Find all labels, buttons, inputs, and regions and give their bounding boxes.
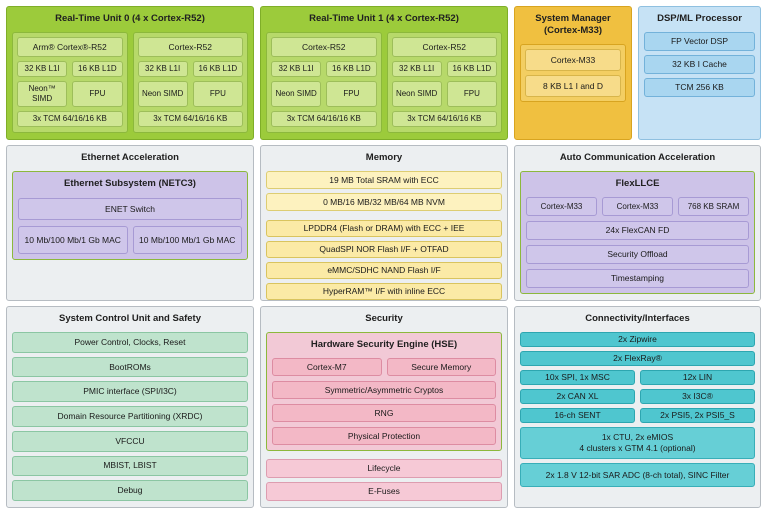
memory-hyperram: HyperRAM™ I/F with inline ECC <box>266 283 502 300</box>
security-offload: Security Offload <box>526 245 749 264</box>
dsp-items <box>644 32 755 97</box>
hse-physical-protection: Physical Protection <box>272 427 496 445</box>
panel-real-time-unit-1 <box>260 6 508 140</box>
system-manager-memory: 8 KB L1 I and D <box>525 75 621 97</box>
flexllce-cortex-m33-0: Cortex-M33 <box>526 197 597 216</box>
core-caches <box>271 61 377 77</box>
enet-mac: 10 Mb/100 Mb/1 Gb MAC <box>18 226 128 254</box>
panel-title-auto-comm: Auto Communication Acceleration <box>559 152 716 163</box>
rtu1-cores <box>266 32 502 133</box>
hse-secure-memory: Secure Memory <box>387 358 497 376</box>
panel-title-connectivity: Connectivity/Interfaces <box>585 313 690 324</box>
simd-unit: Neon SIMD <box>392 81 442 107</box>
hse-group <box>266 332 502 451</box>
core-name: Arm® Cortex®-R52 <box>17 37 123 57</box>
panel-title-system-manager: System Manager (Cortex-M33) <box>535 13 611 36</box>
flexllce-cortex-m33-1: Cortex-M33 <box>602 197 673 216</box>
connectivity-items <box>520 332 755 501</box>
core-units <box>138 81 244 107</box>
dsp-item-icache: 32 KB I Cache <box>644 55 755 74</box>
core-group <box>266 32 382 133</box>
fpu-unit: FPU <box>72 81 122 107</box>
security-efuses: E-Fuses <box>266 482 502 501</box>
core-caches <box>392 61 498 77</box>
core-caches <box>17 61 123 77</box>
system-manager-core: Cortex-M33 <box>525 49 621 71</box>
memory-emmc: eMMC/SDHC NAND Flash I/F <box>266 262 502 279</box>
panel-title-ethernet: Ethernet Acceleration <box>81 152 179 163</box>
panel-title-system-control: System Control Unit and Safety <box>59 313 201 324</box>
security-items <box>266 459 502 501</box>
sc-bootroms: BootROMs <box>12 357 248 378</box>
core-caches <box>138 61 244 77</box>
timestamping: Timestamping <box>526 269 749 288</box>
conn-lin: 12x LIN <box>640 370 755 385</box>
cache-l1d: 16 KB L1D <box>193 61 243 77</box>
sc-xrdc: Domain Resource Partitioning (XRDC) <box>12 406 248 427</box>
sc-power-control: Power Control, Clocks, Reset <box>12 332 248 353</box>
sc-pmic-interface: PMIC interface (SPI/I3C) <box>12 381 248 402</box>
cache-l1i: 32 KB L1I <box>138 61 188 77</box>
flexllce-title: FlexLLCE <box>615 178 660 189</box>
core-tcm: 3x TCM 64/16/16 KB <box>17 111 123 127</box>
fpu-unit: FPU <box>326 81 376 107</box>
core-name: Cortex-R52 <box>392 37 498 57</box>
flexllce-sram: 768 KB SRAM <box>678 197 749 216</box>
conn-pair-row <box>520 408 755 423</box>
panel-real-time-unit-0 <box>6 6 254 140</box>
flexcan-fd: 24x FlexCAN FD <box>526 221 749 240</box>
panel-title-security: Security <box>365 313 403 324</box>
conn-ctu-line1: 1x CTU, 2x eMIOS <box>601 432 674 442</box>
core-name: Cortex-R52 <box>271 37 377 57</box>
panel-system-control-unit-and-safety <box>6 306 254 508</box>
core-name: Cortex-R52 <box>138 37 244 57</box>
panel-dsp-ml-processor <box>638 6 761 140</box>
core-group <box>133 32 249 133</box>
simd-unit: Neon SIMD <box>138 81 188 107</box>
memory-nvm: 0 MB/16 MB/32 MB/64 MB NVM <box>266 193 502 211</box>
ethernet-subsystem-group <box>12 171 248 260</box>
core-units <box>17 81 123 107</box>
core-units <box>392 81 498 107</box>
panel-memory <box>260 145 508 301</box>
simd-unit: Neon SIMD <box>271 81 321 107</box>
dsp-item-fp-vector: FP Vector DSP <box>644 32 755 51</box>
panel-system-manager <box>514 6 632 140</box>
enet-mac: 10 Mb/100 Mb/1 Gb MAC <box>133 226 243 254</box>
conn-pair-row <box>520 370 755 385</box>
row-control-security-connectivity <box>6 306 761 508</box>
core-group <box>387 32 503 133</box>
hse-cryptos: Symmetric/Asymmetric Cryptos <box>272 381 496 399</box>
flexllce-group <box>520 171 755 294</box>
conn-pair-row <box>520 389 755 404</box>
enet-switch: ENET Switch <box>18 198 242 220</box>
core-tcm: 3x TCM 64/16/16 KB <box>271 111 377 127</box>
core-tcm: 3x TCM 64/16/16 KB <box>392 111 498 127</box>
fpu-unit: FPU <box>447 81 497 107</box>
conn-can-xl: 2x CAN XL <box>520 389 635 404</box>
cache-l1i: 32 KB L1I <box>392 61 442 77</box>
conn-adc-sinc: 2x 1.8 V 12-bit SAR ADC (8-ch total), SINC Filter <box>520 463 755 487</box>
ethernet-subsystem-title: Ethernet Subsystem (NETC3) <box>64 178 196 189</box>
panel-ethernet-acceleration <box>6 145 254 301</box>
core-tcm: 3x TCM 64/16/16 KB <box>138 111 244 127</box>
conn-spi-msc: 10x SPI, 1x MSC <box>520 370 635 385</box>
row-processing <box>6 6 761 140</box>
conn-sent: 16-ch SENT <box>520 408 635 423</box>
ethernet-macs <box>18 226 242 254</box>
memory-group-b <box>266 220 502 300</box>
cache-l1d: 16 KB L1D <box>326 61 376 77</box>
hse-title: Hardware Security Engine (HSE) <box>310 339 458 350</box>
conn-psi5: 2x PSI5, 2x PSI5_S <box>640 408 755 423</box>
panel-title-dsp: DSP/ML Processor <box>657 13 742 24</box>
dsp-item-tcm: TCM 256 KB <box>644 78 755 97</box>
panel-auto-communication-acceleration <box>514 145 761 301</box>
core-group <box>12 32 128 133</box>
conn-i3c: 3x I3C® <box>640 389 755 404</box>
hse-cortex-m7: Cortex-M7 <box>272 358 382 376</box>
fpu-unit: FPU <box>193 81 243 107</box>
hse-row <box>272 358 496 376</box>
conn-flexray: 2x FlexRay® <box>520 351 755 366</box>
conn-zipwire: 2x Zipwire <box>520 332 755 347</box>
security-lifecycle: Lifecycle <box>266 459 502 478</box>
panel-title-rtu1: Real-Time Unit 1 (4 x Cortex-R52) <box>309 13 459 24</box>
panel-security <box>260 306 508 508</box>
conn-ctu-emios-gtm <box>520 427 755 459</box>
simd-unit: Neon™ SIMD <box>17 81 67 107</box>
system-manager-group <box>520 44 626 102</box>
core-units <box>271 81 377 107</box>
sc-debug: Debug <box>12 480 248 501</box>
memory-lpddr4: LPDDR4 (Flash or DRAM) with ECC + IEE <box>266 220 502 237</box>
memory-quadspi: QuadSPI NOR Flash I/F + OTFAD <box>266 241 502 258</box>
memory-group-a <box>266 171 502 211</box>
memory-sram: 19 MB Total SRAM with ECC <box>266 171 502 189</box>
cache-l1d: 16 KB L1D <box>447 61 497 77</box>
sc-vfccu: VFCCU <box>12 431 248 452</box>
hse-rng: RNG <box>272 404 496 422</box>
cache-l1d: 16 KB L1D <box>72 61 122 77</box>
cache-l1i: 32 KB L1I <box>271 61 321 77</box>
cache-l1i: 32 KB L1I <box>17 61 67 77</box>
conn-ctu-line2: 4 clusters x GTM 4.1 (optional) <box>579 443 696 453</box>
panel-title-rtu0: Real-Time Unit 0 (4 x Cortex-R52) <box>55 13 205 24</box>
rtu0-cores <box>12 32 248 133</box>
sc-mbist-lbist: MBIST, LBIST <box>12 456 248 477</box>
panel-title-memory: Memory <box>365 152 403 163</box>
row-subsystems <box>6 145 761 301</box>
system-control-items <box>12 332 248 501</box>
flexllce-items <box>526 197 749 216</box>
panel-connectivity-interfaces <box>514 306 761 508</box>
